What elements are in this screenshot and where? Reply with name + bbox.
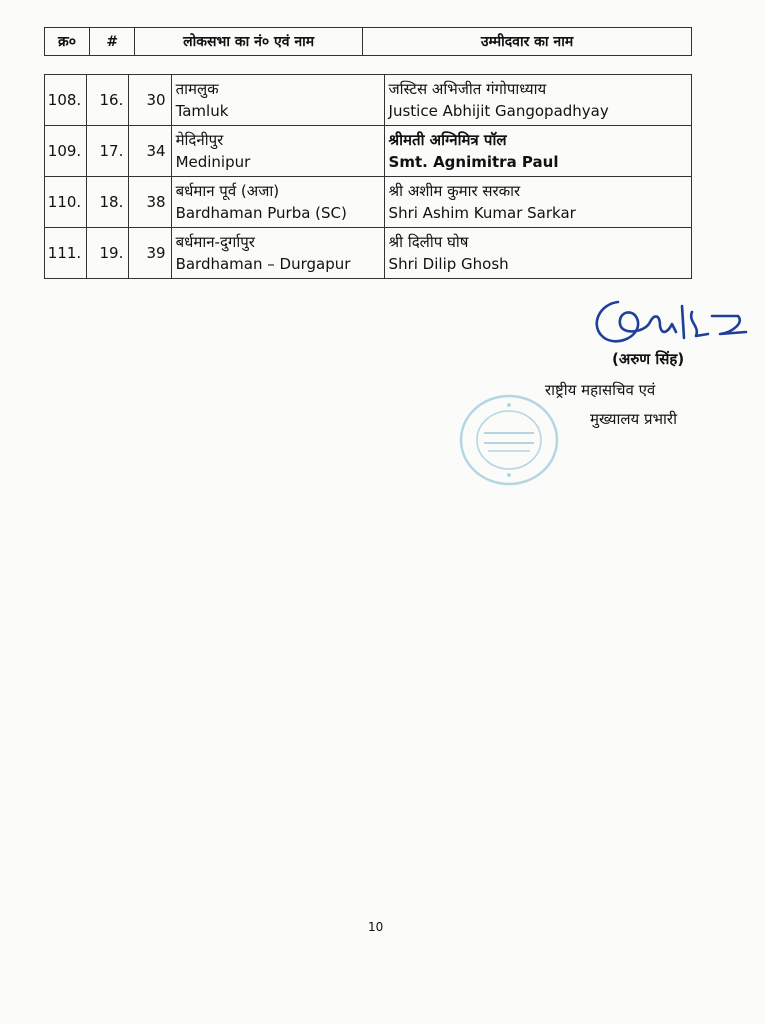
row-constituency xyxy=(171,177,384,228)
candidate-hindi: श्री दिलीप घोष xyxy=(388,233,469,251)
constituency-english: Tamluk xyxy=(175,102,229,120)
candidate-english: Smt. Agnimitra Paul xyxy=(388,153,559,171)
candidate-english: Justice Abhijit Gangopadhyay xyxy=(388,102,609,120)
row-pc-number: 34 xyxy=(129,126,171,177)
signatory-designation-line2: मुख्यालय प्रभारी xyxy=(590,410,677,428)
header-sno: क्र० xyxy=(45,28,90,56)
table-row xyxy=(45,228,692,279)
signature-icon xyxy=(588,292,758,354)
row-candidate xyxy=(384,75,691,126)
candidate-english: Shri Dilip Ghosh xyxy=(388,255,509,273)
row-constituency xyxy=(171,126,384,177)
header-hash: # xyxy=(90,28,135,56)
row-candidate xyxy=(384,126,691,177)
signatory-name: (अरुण सिंह) xyxy=(612,350,685,368)
table-row xyxy=(45,75,692,126)
row-sno: 110. xyxy=(45,177,87,228)
header-row xyxy=(45,28,692,56)
constituency-hindi: बर्धमान-दुर्गापुर xyxy=(175,233,255,251)
candidate-english: Shri Ashim Kumar Sarkar xyxy=(388,204,576,222)
candidate-hindi: जस्टिस अभिजीत गंगोपाध्याय xyxy=(388,80,547,98)
constituency-english: Medinipur xyxy=(175,153,251,171)
constituency-english: Bardhaman – Durgapur xyxy=(175,255,351,273)
header-pc: लोकसभा का नं० एवं नाम xyxy=(135,28,363,56)
constituency-hindi: बर्धमान पूर्व (अजा) xyxy=(175,182,280,200)
table-row xyxy=(45,126,692,177)
row-hash: 18. xyxy=(87,177,129,228)
candidate-hindi: श्री अशीम कुमार सरकार xyxy=(388,182,521,200)
table-row xyxy=(45,177,692,228)
page-number: 10 xyxy=(368,920,384,934)
signatory-designation-line1: राष्ट्रीय महासचिव एवं xyxy=(545,381,656,399)
row-candidate xyxy=(384,228,691,279)
row-hash: 17. xyxy=(87,126,129,177)
row-sno: 109. xyxy=(45,126,87,177)
header-table xyxy=(44,27,692,56)
stamp-icon xyxy=(458,393,560,487)
row-sno: 108. xyxy=(45,75,87,126)
row-pc-number: 38 xyxy=(129,177,171,228)
row-sno: 111. xyxy=(45,228,87,279)
constituency-hindi: तामलुक xyxy=(175,80,219,98)
row-pc-number: 30 xyxy=(129,75,171,126)
candidate-table xyxy=(44,74,692,279)
row-constituency xyxy=(171,75,384,126)
candidate-hindi: श्रीमती अग्निमित्र पॉल xyxy=(388,131,507,149)
row-hash: 16. xyxy=(87,75,129,126)
header-candidate: उम्मीदवार का नाम xyxy=(363,28,692,56)
row-constituency xyxy=(171,228,384,279)
row-hash: 19. xyxy=(87,228,129,279)
row-candidate xyxy=(384,177,691,228)
constituency-english: Bardhaman Purba (SC) xyxy=(175,204,347,222)
constituency-hindi: मेदिनीपुर xyxy=(175,131,224,149)
row-pc-number: 39 xyxy=(129,228,171,279)
